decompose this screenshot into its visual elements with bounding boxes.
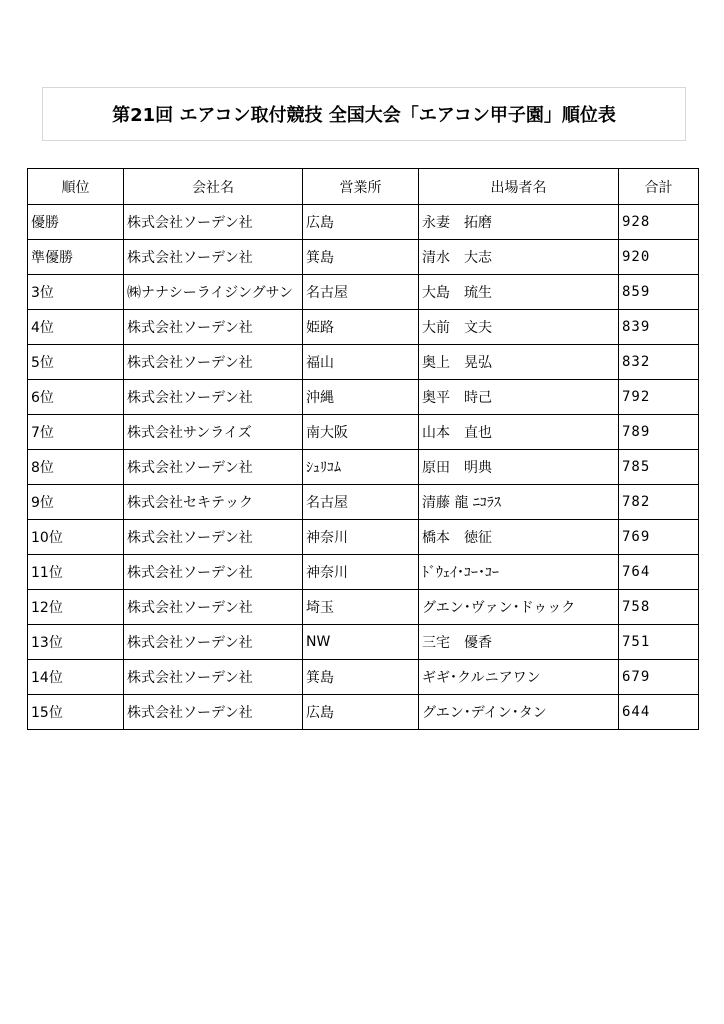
rank-cell: 7位 bbox=[28, 415, 124, 450]
company-cell: 株式会社ソーデン社 bbox=[124, 555, 303, 590]
office-cell: ｼｭﾘｺﾑ bbox=[303, 450, 419, 485]
rank-cell: 15位 bbox=[28, 695, 124, 730]
name-cell: グエン･デイン･タン bbox=[419, 695, 619, 730]
table-row bbox=[28, 625, 699, 660]
company-cell: 株式会社ソーデン社 bbox=[124, 380, 303, 415]
office-cell: 名古屋 bbox=[303, 485, 419, 520]
office-cell: 名古屋 bbox=[303, 275, 419, 310]
company-cell: 株式会社セキテック bbox=[124, 485, 303, 520]
ranking-table bbox=[27, 168, 699, 730]
office-cell: 神奈川 bbox=[303, 520, 419, 555]
rank-cell: 5位 bbox=[28, 345, 124, 380]
table-row bbox=[28, 555, 699, 590]
name-cell: ギギ･クルニアワン bbox=[419, 660, 619, 695]
office-cell: 箕島 bbox=[303, 240, 419, 275]
rank-cell: 準優勝 bbox=[28, 240, 124, 275]
table-row bbox=[28, 590, 699, 625]
company-cell: ㈱ナナシーライジングサン bbox=[124, 275, 303, 310]
header-office: 営業所 bbox=[303, 169, 419, 205]
office-cell: 箕島 bbox=[303, 660, 419, 695]
office-cell: 神奈川 bbox=[303, 555, 419, 590]
header-company: 会社名 bbox=[124, 169, 303, 205]
company-cell: 株式会社ソーデン社 bbox=[124, 695, 303, 730]
company-cell: 株式会社ソーデン社 bbox=[124, 625, 303, 660]
table-row bbox=[28, 275, 699, 310]
rank-cell: 4位 bbox=[28, 310, 124, 345]
rank-cell: 14位 bbox=[28, 660, 124, 695]
name-cell: 三宅 優香 bbox=[419, 625, 619, 660]
header-rank: 順位 bbox=[28, 169, 124, 205]
header-total: 合計 bbox=[619, 169, 699, 205]
total-cell: 792 bbox=[619, 380, 699, 415]
office-cell: 南大阪 bbox=[303, 415, 419, 450]
rank-cell: 10位 bbox=[28, 520, 124, 555]
name-cell: 清藤 龍 ﾆｺﾗｽ bbox=[419, 485, 619, 520]
name-cell: ﾄﾞｳｪｲ･ｺｰ･ｺｰ bbox=[419, 555, 619, 590]
company-cell: 株式会社ソーデン社 bbox=[124, 205, 303, 240]
office-cell: 福山 bbox=[303, 345, 419, 380]
rank-cell: 11位 bbox=[28, 555, 124, 590]
total-cell: 928 bbox=[619, 205, 699, 240]
name-cell: 山本 直也 bbox=[419, 415, 619, 450]
rank-cell: 優勝 bbox=[28, 205, 124, 240]
rank-cell: 8位 bbox=[28, 450, 124, 485]
rank-cell: 12位 bbox=[28, 590, 124, 625]
total-cell: 644 bbox=[619, 695, 699, 730]
name-cell: 奥平 時己 bbox=[419, 380, 619, 415]
total-cell: 679 bbox=[619, 660, 699, 695]
name-cell: 大島 琉生 bbox=[419, 275, 619, 310]
company-cell: 株式会社サンライズ bbox=[124, 415, 303, 450]
company-cell: 株式会社ソーデン社 bbox=[124, 590, 303, 625]
total-cell: 751 bbox=[619, 625, 699, 660]
header-name: 出場者名 bbox=[419, 169, 619, 205]
name-cell: 清水 大志 bbox=[419, 240, 619, 275]
table-row bbox=[28, 485, 699, 520]
table-row bbox=[28, 695, 699, 730]
table-row bbox=[28, 310, 699, 345]
total-cell: 859 bbox=[619, 275, 699, 310]
total-cell: 758 bbox=[619, 590, 699, 625]
company-cell: 株式会社ソーデン社 bbox=[124, 660, 303, 695]
table-row bbox=[28, 660, 699, 695]
name-cell: 原田 明典 bbox=[419, 450, 619, 485]
office-cell: 埼玉 bbox=[303, 590, 419, 625]
total-cell: 769 bbox=[619, 520, 699, 555]
company-cell: 株式会社ソーデン社 bbox=[124, 240, 303, 275]
total-cell: 839 bbox=[619, 310, 699, 345]
name-cell: 奥上 晃弘 bbox=[419, 345, 619, 380]
header-row bbox=[28, 169, 699, 205]
total-cell: 764 bbox=[619, 555, 699, 590]
name-cell: 大前 文夫 bbox=[419, 310, 619, 345]
company-cell: 株式会社ソーデン社 bbox=[124, 520, 303, 555]
name-cell: 永妻 拓磨 bbox=[419, 205, 619, 240]
rank-cell: 3位 bbox=[28, 275, 124, 310]
table-row bbox=[28, 380, 699, 415]
table-row bbox=[28, 520, 699, 555]
total-cell: 782 bbox=[619, 485, 699, 520]
name-cell: グエン･ヴァン･ドゥック bbox=[419, 590, 619, 625]
office-cell: NW bbox=[303, 625, 419, 660]
page-title: 第21回 エアコン取付競技 全国大会「エアコン甲子園」順位表 bbox=[112, 105, 616, 126]
total-cell: 785 bbox=[619, 450, 699, 485]
total-cell: 789 bbox=[619, 415, 699, 450]
table-row bbox=[28, 205, 699, 240]
total-cell: 920 bbox=[619, 240, 699, 275]
total-cell: 832 bbox=[619, 345, 699, 380]
office-cell: 広島 bbox=[303, 695, 419, 730]
company-cell: 株式会社ソーデン社 bbox=[124, 345, 303, 380]
rank-cell: 9位 bbox=[28, 485, 124, 520]
table-row bbox=[28, 345, 699, 380]
office-cell: 広島 bbox=[303, 205, 419, 240]
rank-cell: 6位 bbox=[28, 380, 124, 415]
table-row bbox=[28, 415, 699, 450]
company-cell: 株式会社ソーデン社 bbox=[124, 450, 303, 485]
rank-cell: 13位 bbox=[28, 625, 124, 660]
table-row bbox=[28, 240, 699, 275]
table-row bbox=[28, 450, 699, 485]
office-cell: 沖縄 bbox=[303, 380, 419, 415]
name-cell: 橋本 徳征 bbox=[419, 520, 619, 555]
office-cell: 姫路 bbox=[303, 310, 419, 345]
company-cell: 株式会社ソーデン社 bbox=[124, 310, 303, 345]
title-box bbox=[42, 87, 686, 141]
